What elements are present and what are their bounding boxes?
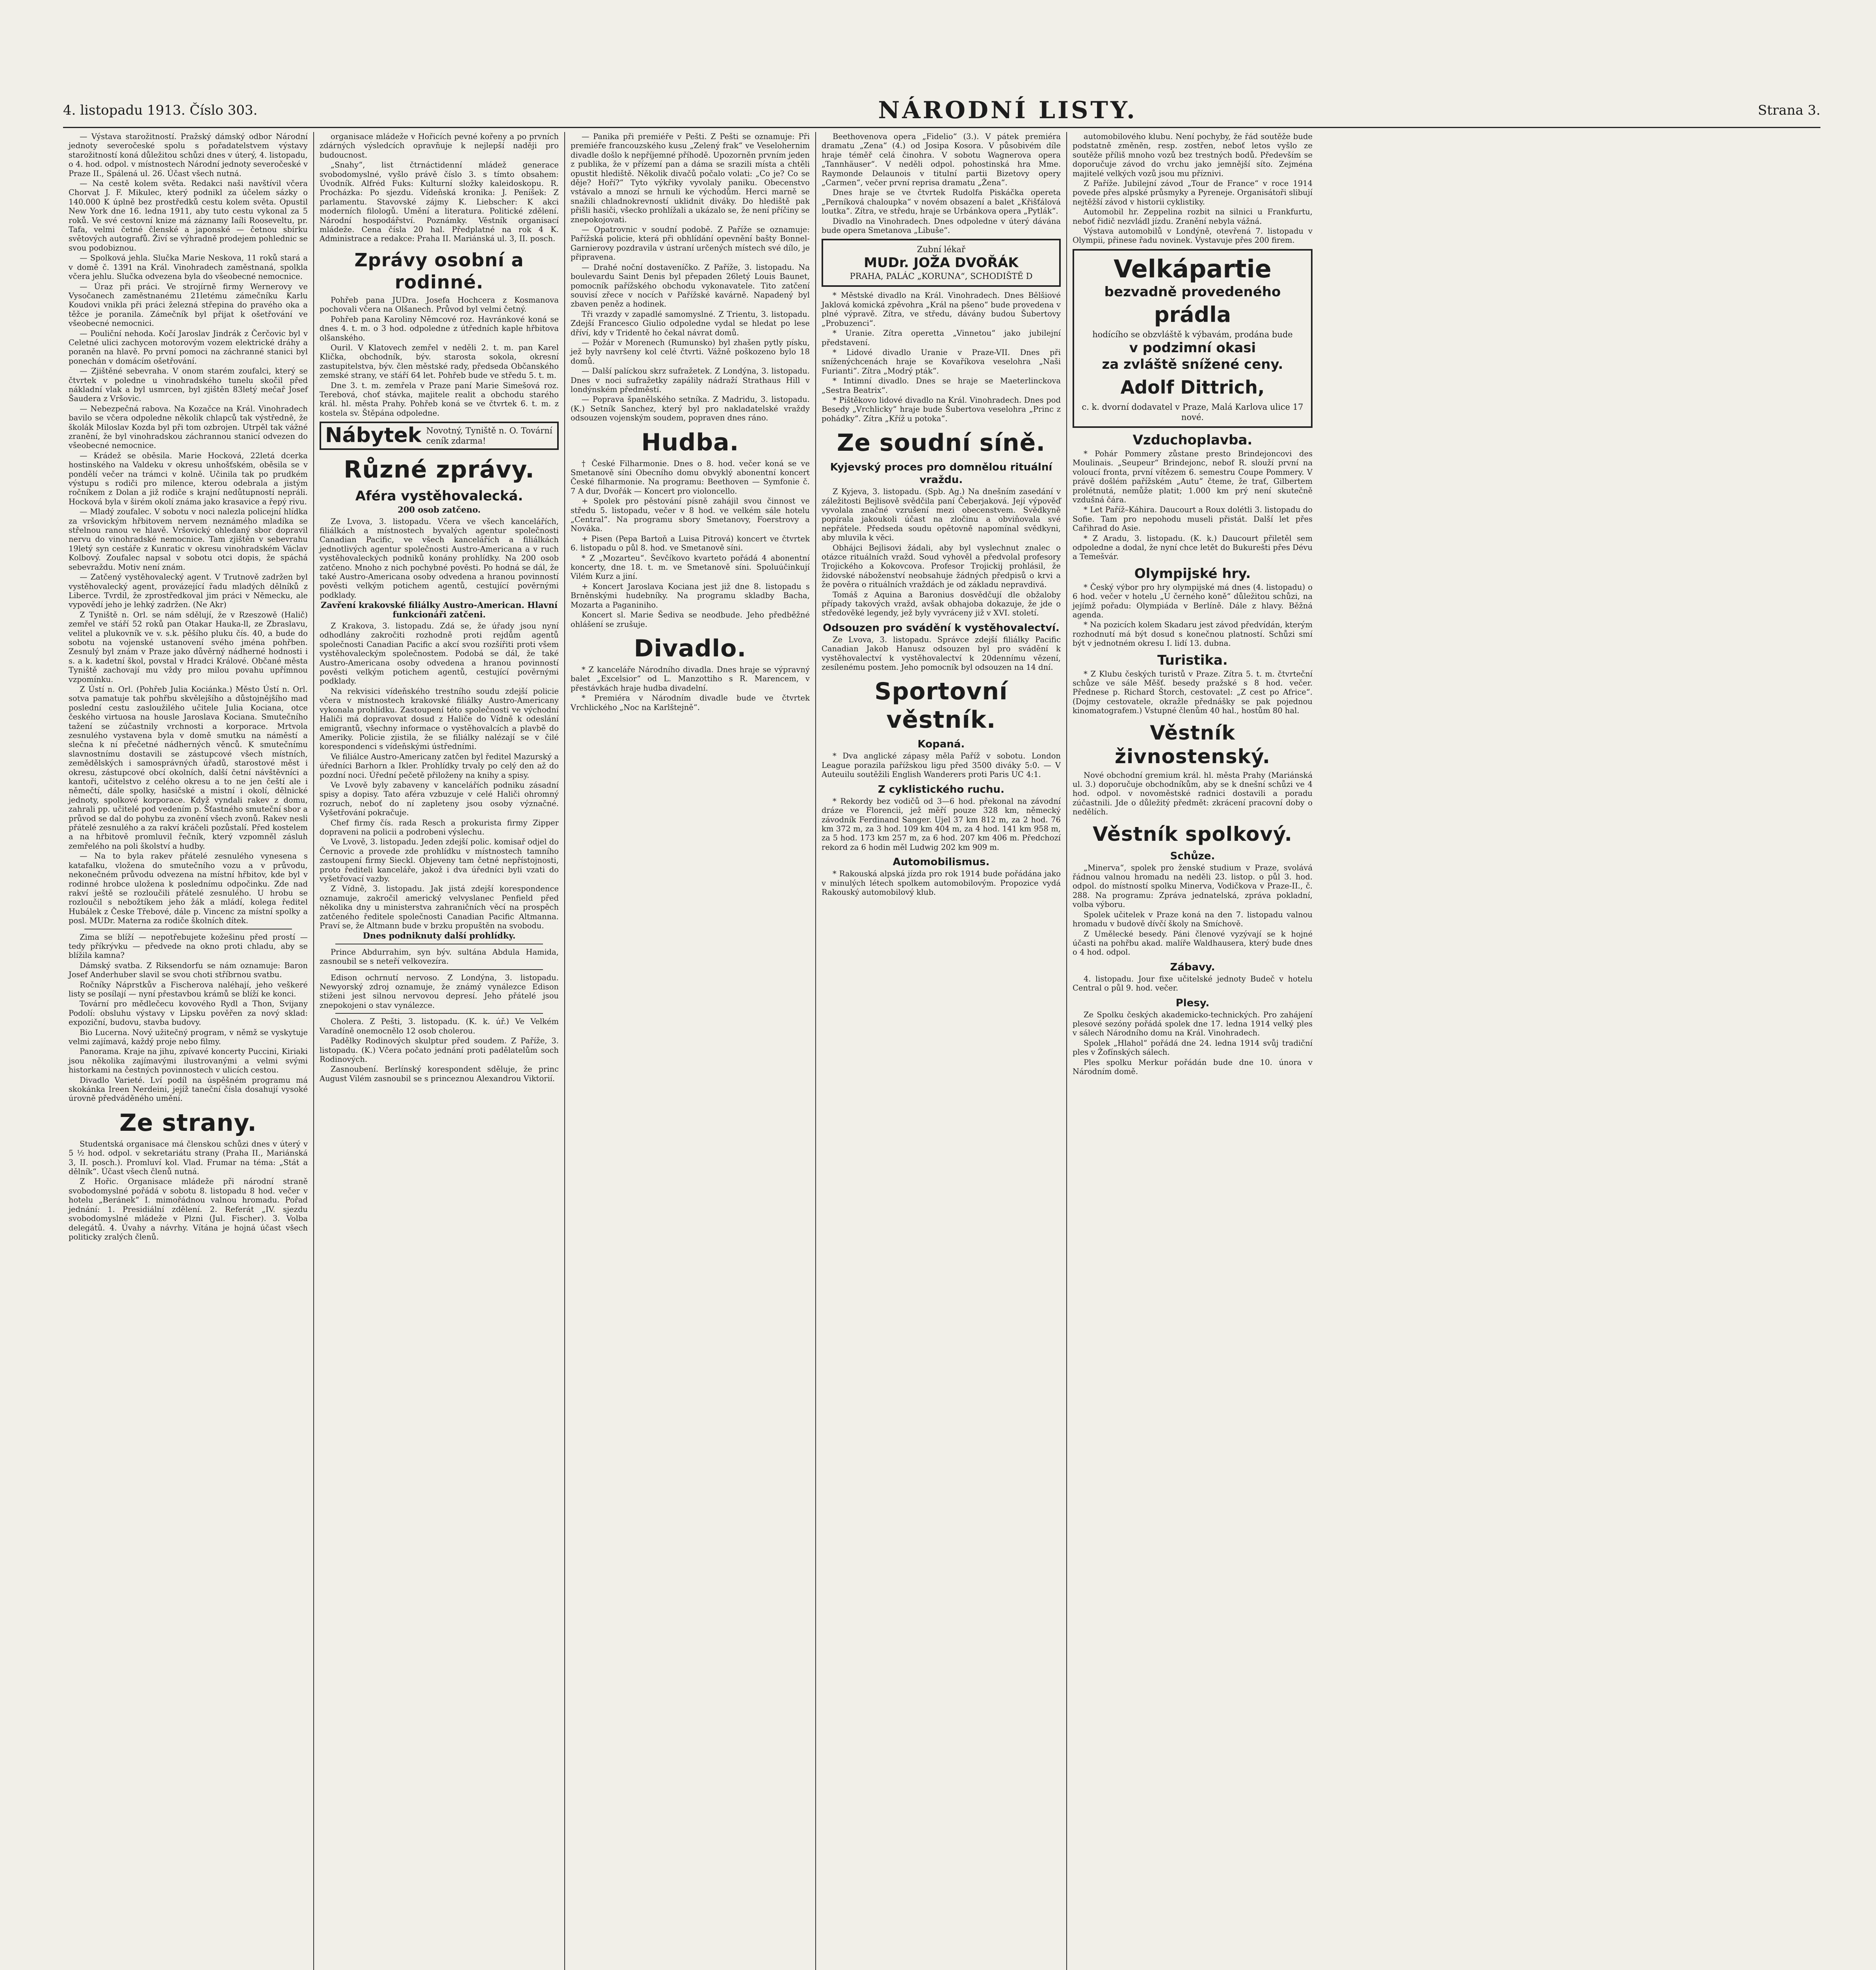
masthead — [63, 97, 1820, 124]
article: * Rekordy bez vodičů od 3—6 hod. překonal na závodní dráze ve Florencii, jež měří pouze 328 km, německý závodník Ferdinand Sanger. Ujel 37 km 812 m, za 2 hod. 76 km 372 m, za 3 hod. 109 km 404 m, za 4 hod. 141 km 958 m, za 5 hod. 173 km 257 m, za 6 hod. 207 km 406 m. Předchozí rekord za 6 hodin měl Ludwig 202 km 909 m. — [822, 796, 1061, 852]
article: Zasnoubení. Berlínský korespondent sděluje, že princ August Vilém zasnoubil se s princeznou Alexandrou Viktorií. — [320, 1065, 559, 1083]
article: Z Hořic. Organisace mládeže při národní straně svobodomyslné pořádá v sobotu 8. listopadu 8 hod. večer v hotelu „Beránek“ I. mimořádnou valnou hromadu. Pořad jednání: 1. Presidiální zdělení. 2. Referát „IV. sjezdu svobodomyslné mládeže v Plzni (Jul. Fischer). 3. Volba delegátů. 4. Úvahy a návrhy. Vítána je hojná účast všech politicky zralých členů. — [69, 1177, 308, 1241]
section-heading-vestnik-spolkovy: Věstník spolkový. — [1093, 822, 1292, 846]
ad-dentist-address: PRAHA, PALÁC „KORUNA“, SCHODIŠTĚ D — [850, 271, 1033, 281]
subheading-kyjev: Kyjevský proces pro domnělou rituální vraždu. — [830, 461, 1052, 486]
article: * Uranie. Zítra operetta „Vinnetou“ jako jubilejní představení. — [822, 329, 1061, 347]
section-heading-sport: Sportovní věstník. — [874, 678, 1008, 734]
subheading-cyklistika: Z cyklistického ruchu. — [878, 783, 1004, 795]
article: Z Umělecké besedy. Páni členové vyzývají se k hojné účasti na pohřbu akad. malíře Waldhausera, který bude dnes o 4 hod. odpol. — [1073, 929, 1313, 957]
article: Tomáš z Aquina a Baronius dosvědčují dle obžaloby případy takových vražd, avšak obhajoba dokazuje, že jde o středověké legendy, jež byly vyvráceny již v XVI. století. — [822, 590, 1061, 618]
subheading-plesy: Plesy. — [1175, 997, 1210, 1009]
article: Koncert sl. Marie Šediva se neodbude. Jeho předběžné ohlášení se zrušuje. — [571, 610, 810, 629]
article: — Krádež se oběsila. Marie Hocková, 22letá dcerka hostinského na Valdeku v okresu unhošťském, oběsila se v pondělí večer na trámci v kolně. Učinila tak po prudkém výstupu s rodiči pro milence, kterou odebrala a jistým ročníkem z Dolan a již rodiče s krajní nedůtupností nepráli. Hocková byla v širém okolí známa jako krasavice a řepý rivu. — [69, 451, 308, 506]
section-heading-vestnik-zivnostensky: Věstník živnostenský. — [1115, 721, 1270, 768]
article: Studentská organisace má členskou schůzi dnes v úterý v 5 ½ hod. odpol. v sekretariátu strany (Praha II., Mariánská 3, II. posch.). Promluví kol. Vlad. Frumar na téma: „Stát a dělník“. Účast všech členů nutná. — [69, 1139, 308, 1176]
article: — Úraz při práci. Ve strojírně firmy Wernerovy ve Vysočanech zaměstnanému 21letému zámečníku Karlu Koudovi vnikla při práci železná střepina do pravého oka a těžce je poranila. Zámečník byl přijat k ošetřování ve všeobecné nemocnici. — [69, 282, 308, 328]
ad-dentist-dvorak — [822, 239, 1061, 287]
article: Na rekvisici vídeňského trestního soudu zdejší policie včera v místnostech krakovské filiálky Austro-Americany vykonala prohlídku. Zastoupení této společnosti ve východní Haliči má dopravovat dosud z Haliče do Vídně k odeslání emigrantů, všechny informace o vystěhovalcích a plavbě do Ameriky. Policie zjistila, že se filiálky nalézají se v čilé korespondenci s vídeňskými ústředními. — [320, 686, 559, 751]
article: * Z „Mozarteu“. Ševčíkovo kvarteto pořádá 4 abonentní koncerty, dne 18. t. m. ve Smetanově síni. Spoluúčinkují Vilém Kurz a jiní. — [571, 553, 810, 581]
subheading: Dnes podniknuty další prohlídky. — [363, 931, 516, 941]
col1-articles — [69, 132, 308, 1103]
article: Dámský svatba. Z Riksendorfu se nám oznamuje: Baron Josef Anderhuber slavil se svou choti stříbrnou svatbu. — [69, 961, 308, 979]
article: — Na to byla rakev přátelé zesnulého vynesena s katafalku, vložena do smutečního vozu a v průvodu, nekonečném průvodu odvezena na místní hřbitov, kde byl v rodinné hrobce uložena k poslednímu odpočinku. Zde nad rakví ještě se rozloučili přátelé zesnulého. U hrobu se rozloučil s nebožtíkem jeho žák a mládí, kolega ředitel Hubálek z Česke Třebové, dále p. Vincenc za místní spolky a posl. MUDr. Materna za rodiče školních dítek. — [69, 851, 308, 926]
article: Divadlo Varieté. Lví podíl na úspěšném programu má skokánka Ireen Nerdeini, jejíž taneční čísla dosahují vysoké úrovně předváděného umění. — [69, 1075, 308, 1103]
subheading-afera: Aféra vystěhovalecká. — [355, 488, 523, 504]
section-heading-divadlo: Divadlo. — [634, 634, 747, 662]
article: — Požár v Morenech (Rumunsko) byl zhašen pytly písku, jež byly navršeny kol celé čtvrti. Vážně poškozeno bylo 18 domů. — [571, 338, 810, 366]
article: — Pouliční nehoda. Kočí Jaroslav Jindrák z Čerčovic byl v Celetné ulici zachycen motorovým vozem elektrické dráhy a poraněn na hlavě. Po první pomoci na záchranné stanici byl ponechán v domácím ošetřování. — [69, 329, 308, 366]
ad-velka-okasi: v podzimní okasi — [1129, 340, 1256, 356]
article: Z Vídně, 3. listopadu. Jak jistá zdejší korespondence oznamuje, zakročil americký velvyslanec Penfield před několika dny u ministerstva zahraničních věcí na prospěch zatčeného ředitele společnosti Canadian Pacific Altmanna. Praví se, že Altmann bude v brzku propuštěn na svobodu. — [320, 884, 559, 931]
ad-nabytek-text: Novotný, Tyniště n. O. Tovární ceník zdarma! — [426, 426, 552, 446]
article: Ples spolku Merkur pořádán bude dne 10. února v Národním domě. — [1073, 1057, 1313, 1076]
article: Nové obchodní gremium král. hl. města Prahy (Mariánská ul. 3.) doporučuje obchodníkům, aby se k dnešní schůzi ve 4 hod. odpol. v novoměstské radnici dostavili a poradu zúčastnili. Jde o důležitý předmět: zkrácení pracovní doby o nedělích. — [1073, 770, 1313, 817]
subheading: Zavření krakovské filiálky Austro-American. Hlavní funkcionáři zatčeni. — [321, 600, 558, 619]
article: † České Filharmonie. Dnes o 8. hod. večer koná se ve Smetanově síni Obecního domu obvyklý abonentní koncert České filharmonie. Na programu: Beethoven — Symfonie č. 7 A dur, Dvořák — Koncert pro violoncello. — [571, 459, 810, 496]
article: Ze Spolku českých akademicko-technických. Pro zahájení plesové sezóny pořádá spolek dne 17. ledna 1914 velký ples v sálech Národního domu na Král. Vinohradech. — [1073, 1010, 1313, 1038]
ad-velka-partie — [1073, 249, 1313, 428]
article: * Český výbor pro hry olympijské má dnes (4. listopadu) o 6 hod. večer v hotelu „U černého koně“ důležitou schůzi, na jejímž pořadu: Olympiáda v Berlíně. Dále z hlavy. Běžná agenda. — [1073, 582, 1313, 619]
article: * Lidové divadlo Uranie v Praze-VII. Dnes při sníženýchcenách hraje se Kovaříkova veselohra „Naši Furianti“. Zítra „Modrý pták“. — [822, 348, 1061, 375]
ad-velka-name: Adolf Dittrich, — [1120, 376, 1265, 398]
article: Ouril. V Klatovech zemřel v neděli 2. t. m. pan Karel Klička, obchodník, býv. starosta sokola, okresní zastupitelstva, býv. člen městské rady, předseda Občanského zemské strany, ve stáří 64 let. Pohřeb bude ve středu 5. t. m. — [320, 343, 559, 380]
column-2 — [314, 132, 565, 1970]
column-5 — [1067, 132, 1318, 1970]
subheading-kopana: Kopaná. — [917, 738, 965, 751]
article: — Mladý zoufalec. V sobotu v noci nalezla policejní hlídka za vršovickým hřbitovem nervem neznámého mladíka se střelnou ranou ve hlavě. Vršovický ohledaný sbor dopravil nervu do vinohradské nemocnice. Tam zjištěn v sebevrahu 19letý syn cestáře z Kunratic v okresu vinohradském Václav Kolbový. Zoufalec napsal v sobotu otci dopis, že spáchá sebevraždu. Motiv není znám. — [69, 507, 308, 572]
ad-velka-ceny: za zvláště snížené ceny. — [1102, 356, 1283, 372]
section-heading-vzduchoplavba: Vzduchoplavba. — [1132, 432, 1253, 448]
article: Z Ústí n. Orl. (Pohřeb Julia Kociánka.) Město Ústí n. Orl. sotva pamatuje tak pohřbu skvělejšího a důstojnějšího mad poslední cestu zasloužilého učitele Julia Kociana, otce českého virtuosa na housle Jaroslava Kociana. Smutečního tažení se zúčastnily vrchnosti a korporace. Mrtvola zesnulého vystavena byla v domě smutku na náměstí a slečna k ní přečetné nádherných věnců. K smutečnímu slavnostnímu dostavili se zástupcové všech místních, zemědělských i samosprávných úřadů, starostové měst i okresu, zástupcové obcí okolních, další četní návštěvníci a kantoři, učitelstvo z celého okresu a to ne jen čeští ale i němečtí, dále spolky, hasičské a mistní i okolí, dělnické jednoty, spolkové korporace. Když vyndali rakev z domu, zahrali pp. učitelé pod vedením p. Šťastného smuteční sbor a průvod se dal do pohybu za zvonění všech zvonů. Rakev nesli přátelé zesnulého a za rakví kráčeli pozůstalí. Před kostelem a na hřbitově promluvil řečník, který vzpomněl zásluh zemřelého na poli školství a hudby. — [69, 684, 308, 851]
separator — [335, 969, 543, 970]
column-4 — [816, 132, 1067, 1970]
article: Zima se blíží — nepotřebujete kožešinu před prostí — tedy příkrývku — předvede na okno proti chladu, aby se blížila kamna? — [69, 932, 308, 960]
article: * Z Klubu českých turistů v Praze. Zítra 5. t. m. čtvrteční schůze ve sále Měšť. besedy pražské s 8 hod. večer. Přednese p. Richard Štorch, cestovatel: „Z cest po Africe“. (Dojmy cestovatele, okražle přednášky se pak pojednou kinomatografem.) Vstupné členům 40 hal., hostům 80 hal. — [1073, 669, 1313, 716]
subheading-automobilismus: Automobilismus. — [892, 856, 990, 868]
ad-velka-address: c. k. dvorní dodavatel v Praze, Malá Karlova ulice 17 nové. — [1082, 402, 1303, 422]
article: Ze Lvova, 3. listopadu. Včera ve všech kancelářích, filiálkách a místnostech byvalých agentur společnosti Canadian Pacific, ve všech kancelářích a filiálkách jednotlivých agentur společnosti Austro-Americana a v ruch vystěhovaleckých podniků konány prohlídky. Na 200 osob zatčeno. Mnoho z nich pochybné pověsti. Po hodná se dál, že také Austro-Americana osoby odvedena a hranou povinností pověsti velkým potichem agentů, cestující pověrnými podklady. — [320, 517, 559, 600]
article: Ročníky Náprstkův a Fischerova naléhají, jeho veškeré listy se posílají — nyní přestavbou krámů se blíží ke konci. — [69, 980, 308, 998]
article: 4. listopadu. Jour fixe učitelské jednoty Budeč v hotelu Central o půl 9. hod. večer. — [1073, 974, 1313, 993]
ad-nabytek-title: Nábytek — [325, 424, 422, 448]
section-heading-soudni-sin: Ze soudní síně. — [837, 429, 1046, 457]
article: — Spolková jehla. Slučka Marie Neskova, 11 roků stará a v domě č. 1391 na Král. Vinohradech zaměstnaná, spolkla včera jehlu. Slučka odvezena byla do všeobecné nemocnice. — [69, 253, 308, 281]
article: Pohřeb pana Karoliny Němcové roz. Havránkové koná se dnes 4. t. m. o 3 hod. odpoledne z útředních kaple hřbitova olšanského. — [320, 314, 559, 342]
ad-nabytek — [320, 422, 559, 450]
article: automobilového klubu. Není pochyby, že řád soutěže bude podstatně změněn, resp. zostřen, neboť letos vyšlo ze soutěže příliš mnoho vozů bez trestných bodů. Především se doporučuje závod do vrchu jako jemnější síto. Zejména majitelé velkých vozů jsou mu příznivi. — [1073, 132, 1313, 178]
article: Ve Lvově, 3. listopadu. Jeden zdejší polic. komisař odjel do Černovic a provede zde prohlídku v místnostech tamního zastoupení firmy Sieckl. Objeveny tam četné nepřístojnosti, proto řediteli kanceláře, jakož i dva úředníci byli vzati do vyšetřovací vazby. — [320, 837, 559, 883]
article: + Spolek pro pěstování písně zahájil svou činnost ve středu 5. listopadu, večer v 8 hod. ve velkém sále hotelu „Central“. Na programu sbory Smetanovy, Foerstrovy a Nováka. — [571, 496, 810, 533]
article: — Další palíckou skrz sufražetek. Z Londýna, 3. listopadu. Dnes v noci sufražetky zapálily nádraží Strathaus Hill v londýnském předměstí. — [571, 366, 810, 394]
article: + Pisen (Pepa Bartoň a Luisa Pitrová) koncert ve čtvrtek 6. listopadu o půl 8. hod. ve Smetanově síni. — [571, 534, 810, 553]
article: Spolek „Hlahol“ pořádá dne 24. ledna 1914 svůj tradiční ples v Žofínských sálech. — [1073, 1038, 1313, 1057]
article: Ve filiálce Austro-Americany zatčen byl ředitel Mazurský a úředníci Barhorn a Ikler. Prohlídky trvaly po celý den až do pozdní noci. Úřední pečetě přiloženy na knihy a spisy. — [320, 752, 559, 780]
newspaper-title: NÁRODNÍ LISTY. — [878, 97, 1138, 124]
columns — [63, 132, 1820, 1970]
article: Dne 3. t. m. zemřela v Praze paní Marie Simešová roz. Terebová, choť stávka, majitele realit a obchodu starého král. hl. města Prahy. Pohřeb koná se ve čtvrtek 6. t. m. z kostela sv. Štěpána odpoledne. — [320, 381, 559, 418]
article: Edison ochrnutí nervoso. Z Londýna, 3. listopadu. Newyorský zdroj oznamuje, že známý vynálezce Edison stiženi jest silnou nervovou depresí. Jeho přátelé jsou znepokojeni o stav vynálezce. — [320, 973, 559, 1010]
article: Ze Lvova, 3. listopadu. Správce zdejší filiálky Pacific Canadian Jakob Hanusz odsouzen byl pro svádění k vystěhovalectví k vystěhovalectví k 20dennímu vězení, zesílenému postem. Jeho pomocník byl odsouzen na 14 dní. — [822, 635, 1061, 672]
ad-dentist-top: Zubní lékař — [917, 245, 965, 255]
page-number: Strana 3. — [1758, 102, 1820, 118]
article: Beethovenova opera „Fidelio“ (3.). V pátek premiéra dramatu „Zena“ (4.) od Josipa Kosora. V působivém díle hraje téměř celá činohra. V sobotu Wagnerova opera „Tannhäuser“. V neděli odpol. pohostinská hra Mme. Raymonde Delaunois v titulní partii Bizetovy opery „Carmen“, večer první reprisa dramatu „Žena“. — [822, 132, 1061, 188]
article: organisace mládeže v Hořicích pevné kořeny a po prvních zdárných výsledcích opravňuje k nejlepší naději pro budoucnost. — [320, 132, 559, 160]
article: — Zatčený vystěhovalecký agent. V Trutnově zadržen byl vystěhovalecký agent, provázející řadu mladých dělníků z Liberce. Tvrdil, že zprostředkoval jim práci v Německu, ale vypovědí jeho je lehký zadržen. (Ne Akr) — [69, 572, 308, 610]
article: * Na pozicích kolem Skadaru jest závod předvídán, kterým rozhodnutí má být dosud s konečnou platností. Schůzi smí být v jednotném okresu I. lidí 13. dubna. — [1073, 620, 1313, 648]
section-heading-hudba: Hudba. — [641, 428, 739, 456]
article: — Nebezpečná rabova. Na Kozačce na Král. Vinohradech bavilo se včera odpoledne několik chlapců tak výstředně, že školák Miloslav Kozda byl při tom ozbrojen. Utrpěl tak vážné zranění, že byl vinohradskou záchrannou stanicí odvezen do všeobecné nemocnice. — [69, 404, 308, 450]
subheading-schuze: Schůze. — [1170, 850, 1215, 862]
article: Padělky Rodinových skulptur před soudem. Z Paříže, 3. listopadu. (K.) Včera počato jednání proti padělatelům soch Rodinových. — [320, 1036, 559, 1064]
masthead-rule — [63, 127, 1820, 128]
section-heading-olympijske-hry: Olympijské hry. — [1134, 565, 1251, 582]
separator — [335, 1013, 543, 1014]
article: * Rakouská alpská jízda pro rok 1914 bude pořádána jako v minulých létech spolkem automobilovým. Propozice vydá Rakouský automobilový klub. — [822, 869, 1061, 897]
article: — Poprava španělského setníka. Z Madridu, 3. listopadu. (K.) Setník Sanchez, který byl pro nakladatelské vraždy odsouzen vojenským soudem, popraven dnes ráno. — [571, 395, 810, 423]
ad-velka-sub: hodícího se obzvláště k výbavám, prodána bude — [1092, 329, 1293, 339]
section-heading-ze-strany: Ze strany. — [119, 1109, 257, 1137]
article: Cholera. Z Pešti, 3. listopadu. (K. k. úř.) Ve Velkém Varadíně onemocnělo 12 osob cholerou. — [320, 1017, 559, 1035]
column-3 — [565, 132, 816, 1970]
ad-velka-line: bezvadně provedeného — [1104, 284, 1281, 300]
article: Obhájci Bejlisovi žádali, aby byl vyslechnut znalec o otázce rituálních vražd. Soud vyhověl a předvolal profesory Trojického a Kokovcova. Profesor Trojickij prohlásil, že židovské náboženství neobsahuje žádných předpisů o krvi a že pověra o rituálních vraždách je od základu nepravdivá. — [822, 543, 1061, 589]
section-heading-zpravy-osobni: Zprávy osobní a rodinné. — [354, 249, 524, 293]
article: Ve Lvově byly zabaveny v kancelářích podniku zásadní spisy a dopisy. Tato aféra vzbuzuje v celé Haliči ohromný rozruch, neboť do ní zapleteny jsou osoby význačné. Vyšetřování pokračuje. — [320, 780, 559, 818]
article: Z Kyjeva, 3. listopadu. (Spb. Ag.) Na dnešním zasedání v záležitosti Bejlisově svědčila paní Čeberjaková. Její výpověď vyvolala značné vzrušení mezi obecenstvem. Svědkyně popírala jakoukoli účast na zločinu a obviňovala své nepřátele. Předseda soudu opětovně napomínal svědkyni, aby mluvila k věci. — [822, 487, 1061, 543]
article: Chef firmy čís. rada Resch a prokurista firmy Zipper dopraveni na policii a podrobeni výslechu. — [320, 818, 559, 836]
ad-dentist-name: MUDr. JOŽA DVOŘÁK — [864, 255, 1019, 271]
section-heading-ruzne-zpravy: Různé zprávy. — [344, 456, 535, 484]
article: * Dva anglické zápasy měla Paříž v sobotu. London League porazila pařížskou ligu před 3500 diváky 5:0. — V Auteuilu soutěžili English Wanderers proti Paris UC 4:1. — [822, 751, 1061, 779]
article: Tovární pro mědlečecu kovového Rydl a Thon, Svijany Podolí: obsluhu výstavy v Lipsku pověřen za nový sklad: expoziční, budovu, stavba budovy. — [69, 999, 308, 1027]
article: — Opatrovnic v soudní podobě. Z Paříže se oznamuje: Pařížská policie, která při obhlídání opevnění bašty Bonnel-Garnierovy pozdravila v ústraní určených místech své dílo, je připravena. — [571, 225, 810, 262]
article: Prince Abdurrahim, syn býv. sultána Abdula Hamida, zasnoubil se s neteří velkovezíra. — [320, 947, 559, 966]
article: Tři vrazdy v zapadlé samomyslné. Z Trientu, 3. listopadu. Zdejší Francesco Giulio odpoledne vydal se hledat po lese dříví, kdy v Tridentě ho čekal návrat domů. — [571, 309, 810, 337]
subheading-zatceno: 200 osob zatčeno. — [398, 505, 481, 515]
article: Panorama. Kraje na jihu, zpívavé koncerty Puccini, Kiriaki jsou několika zajímavými ilustrovanými a velmi svými historkami na čestných povinnostech v ulicích cestou. — [69, 1047, 308, 1075]
article: * Intimní divadlo. Dnes se hraje se Maeterlinckova „Sestra Beatrix“. — [822, 376, 1061, 395]
article: * Z kanceláře Národního divadla. Dnes hraje se výpravný balet „Excelsior“ od L. Manzottiho s R. Marencem, v přestávkách hraje hudba divadelní. — [571, 665, 810, 693]
article: * Let Paříž–Káhira. Daucourt a Roux dolétli 3. listopadu do Sofie. Tam pro nepohodu museli přistát. Další let přes Cařihrad do Asie. — [1073, 505, 1313, 533]
article: Z Paříže. Jubilejní závod „Tour de France“ v roce 1914 povede přes alpské průsmyky a Pyreneje. Organisátoři slibují nejtěžší závod v historii cyklistiky. — [1073, 179, 1313, 206]
article: — Drahé noční dostaveníčko. Z Paříže, 3. listopadu. Na boulevardu Saint Denis byl přepaden 26letý Louis Baunet, pomocník pařížského obchodu vykonavatele. Tito zatčení souvisí zřece v nocích v Pařížské kavárně. Napadený byl zbaven peněz a hodinek. — [571, 262, 810, 309]
article: Bio Lucerna. Nový užitečný program, v němž se vyskytuje velmi zajímavá, každý proje nebo filmy. — [69, 1028, 308, 1046]
article: Divadlo na Vinohradech. Dnes odpoledne v úterý dávána bude opera Smetanova „Libuše“. — [822, 216, 1061, 235]
article: Spolek učitelek v Praze koná na den 7. listopadu valnou hromadu v budově dívčí školy na Smíchově. — [1073, 910, 1313, 929]
ad-velka-pradla: prádla — [1154, 302, 1231, 327]
article: „Snahy“, list čtrnáctidenní mládež generace svobodomyslné, vyšlo právě číslo 3. s tímto obsahem: Úvodník. Alfréd Fuks: Kulturní složky kaleidoskopu. R. Procházka: Po sjezdu. Vídeňská kronika: J. Peníšek: Z parlamentu. Stavovské zájmy K. Liebscher: K akci moderních filologů. Umění a literatura. Politické zdělení. Národní hospodářství. Poznámky. Věstník organisací mládeže. Cena čísla 20 hal. Předplatné na rok 4 K. Administrace a redakce: Praha II. Mariánská ul. 3, II. posch. — [320, 160, 559, 243]
article: + Koncert Jaroslava Kociana jest již dne 8. listopadu s Brněnskými hudebníky. Na programu skladby Bacha, Mozarta a Paganiniho. — [571, 582, 810, 610]
article: — Na cestě kolem světa. Redakci naši navštívil včera Chorvat J. F. Mikulec, který podnikl za účelem sázky o 140.000 K úplně bez prostředků cestu kolem světa. Opustil New York dne 16. ledna 1911, aby tuto cestu vykonal za 5 roků. Ve své cestovní knize má záznamy Iaíli Rooseveltu, pr. Tafa, velmi četné členské a japonské — četnou sbírku světových autografů. Živí se výhradně prodejem pohlednic se svou podobiznou. — [69, 179, 308, 253]
subheading-odsouzen: Odsouzen pro svádění k vystěhovalectví. — [823, 622, 1060, 634]
subheading-zabavy: Zábavy. — [1170, 961, 1215, 973]
article: Z Tyniště n. Orl. se nám sdělují, že v Rzeszowě (Halič) zemřel ve stáří 52 roků pan Otakar Hauka-ll, ze Zbraslavu, velitel a plukovník ve v. s.k. pěšího pluku čís. 40, a bude do sobotu na vojenské ustanovení svého jména pohřben. Zesnulý byl znám v Praze jako důvěrný nádherné hodnosti i s. a k. kadetní škol, povstal v Hradci Králové. Občané města Tyniště zachovají mu vždy pro milou povahu upřímnou vzpomínku. — [69, 610, 308, 684]
article: — Panika při premiéře v Pešti. Z Pešti se oznamuje: Při premiéře francouzského kusu „Zelený frak“ ve Veselohernim divadle došlo k nepříjemné příhodě. Upozorněn prvním jeden z publika, že v přízemí pan a dáma se srazili místa a chtěli opustit hlediště. Několik divačů počalo volati: „Co je? Co se děje? Hoří?“ Tyto výkřiky vyvolaly paniku. Obecenstvo vstávalo a mnozí se hrnuli ke východům. Herci marně se snažili chladnokrevností uklidnit diváky. Do hlediště pak přišli hasiči, všecko prohlížali a ukázalo se, že není příčiny se znepokojovati. — [571, 132, 810, 224]
article: Dnes hraje se ve čtvrtek Rudolfa Piskáčka opereta „Perníková chaloupka“ v novém obsazení a balet „Křišťálová loutka“. Zítra, ve středu, hraje se Urbánkova opera „Pytlák“. — [822, 188, 1061, 216]
article: * Z Aradu, 3. listopadu. (K. k.) Daucourt přiletěl sem odpoledne a dodal, že nyní chce letět do Bukurešti přes Dévu a Temešvár. — [1073, 533, 1313, 561]
article: * Pištěkovo lidové divadlo na Král. Vinohradech. Dnes pod Besedy „Vrchlicky“ hraje bude Šubertova veselohra „Princ z pohádky“. Zítra „Kříž u potoka“. — [822, 395, 1061, 423]
ad-velka-title: Velkápartie — [1114, 254, 1272, 283]
article: — Výstava starožitností. Pražský dámský odbor Národní jednoty severočeské spolu s pořadatelstvem výstavy starožitností koná důležitou schůzi dnes v úterý, 4. listopadu, o 4. hod. odpol. v místnostech Národní jednoty severočeské v Praze II., Spálená ul. 26. Účast všech nutná. — [69, 132, 308, 178]
article: „Minerva“, spolek pro ženské studium v Praze, svolává řádnou valnou hromadu na neděli 23. listop. o půl 3. hod. odpol. do místností spolku Minerva, Vodičkova v Praze-II., č. 288. Na programu: Zpráva jednatelská, zpráva pokladní, volba výboru. — [1073, 863, 1313, 909]
article: * Městské divadlo na Král. Vinohradech. Dnes Bělšiové Jaklová komická zpěvohra „Král na pšeno“ bude provedena v plné výpravě. Zítra, ve středu, dávány budou Šubertovy „Probuzenci“. — [822, 291, 1061, 328]
article: * Premiéra v Národním divadle bude ve čtvrtek Vrchlického „Noc na Karlštejně“. — [571, 693, 810, 712]
section-heading-turistika: Turistika. — [1157, 652, 1228, 668]
article: Z Krakova, 3. listopadu. Zdá se, že úřady jsou nyní odhodlány zakročiti rozhodně proti rejdům agentů společnosti Canadian Pacific a akcí svou rozšířiti proti všem vystěhovaleckým společnostem. Podobá se dál, že také Austro-Americana osoby odvedena a hranou povinností pověsti velkým potichem agentů, cestující pověrnými podklady. — [320, 621, 559, 686]
article: * Pohár Pommery zůstane presto Brindejoncovi des Moulinais. „Seupeur“ Brindejonc, nebof R. slouží první na voloucí fronta, první vítězem 6. semestru Coupe Pommery. V právě došlém pařížském „Autu“ čteme, že trať, Gilbertem prolétnutá, nemůže platit; 1.000 km prý není skutečně vzdušná čára. — [1073, 449, 1313, 504]
article: Výstava automobilů v Londýně, otevřená 7. listopadu v Olympii, přinese řadu novinek. Vystavuje přes 200 firem. — [1073, 227, 1313, 245]
article: — Zjištěné sebevraha. V onom starém zoufalci, který se čtvrtek v poledne u vinohradského tunelu skočil před nákladní vlak a byl usmrcen, byl zjištěn 83letý mečař Josef Šaudera z Vršovic. — [69, 366, 308, 403]
article: Automobil hr. Zeppelina rozbit na silnici u Frankfurtu, neboť řidič nezvládl jízdu. Zranění nebyla vážná. — [1073, 207, 1313, 226]
column-1 — [63, 132, 314, 1970]
article: Pohřeb pana JUDra. Josefa Hochcera z Kosmanova pochovali včera na Olšanech. Průvod byl velmi četný. — [320, 295, 559, 314]
issue-date: 4. listopadu 1913. Číslo 303. — [63, 102, 258, 118]
